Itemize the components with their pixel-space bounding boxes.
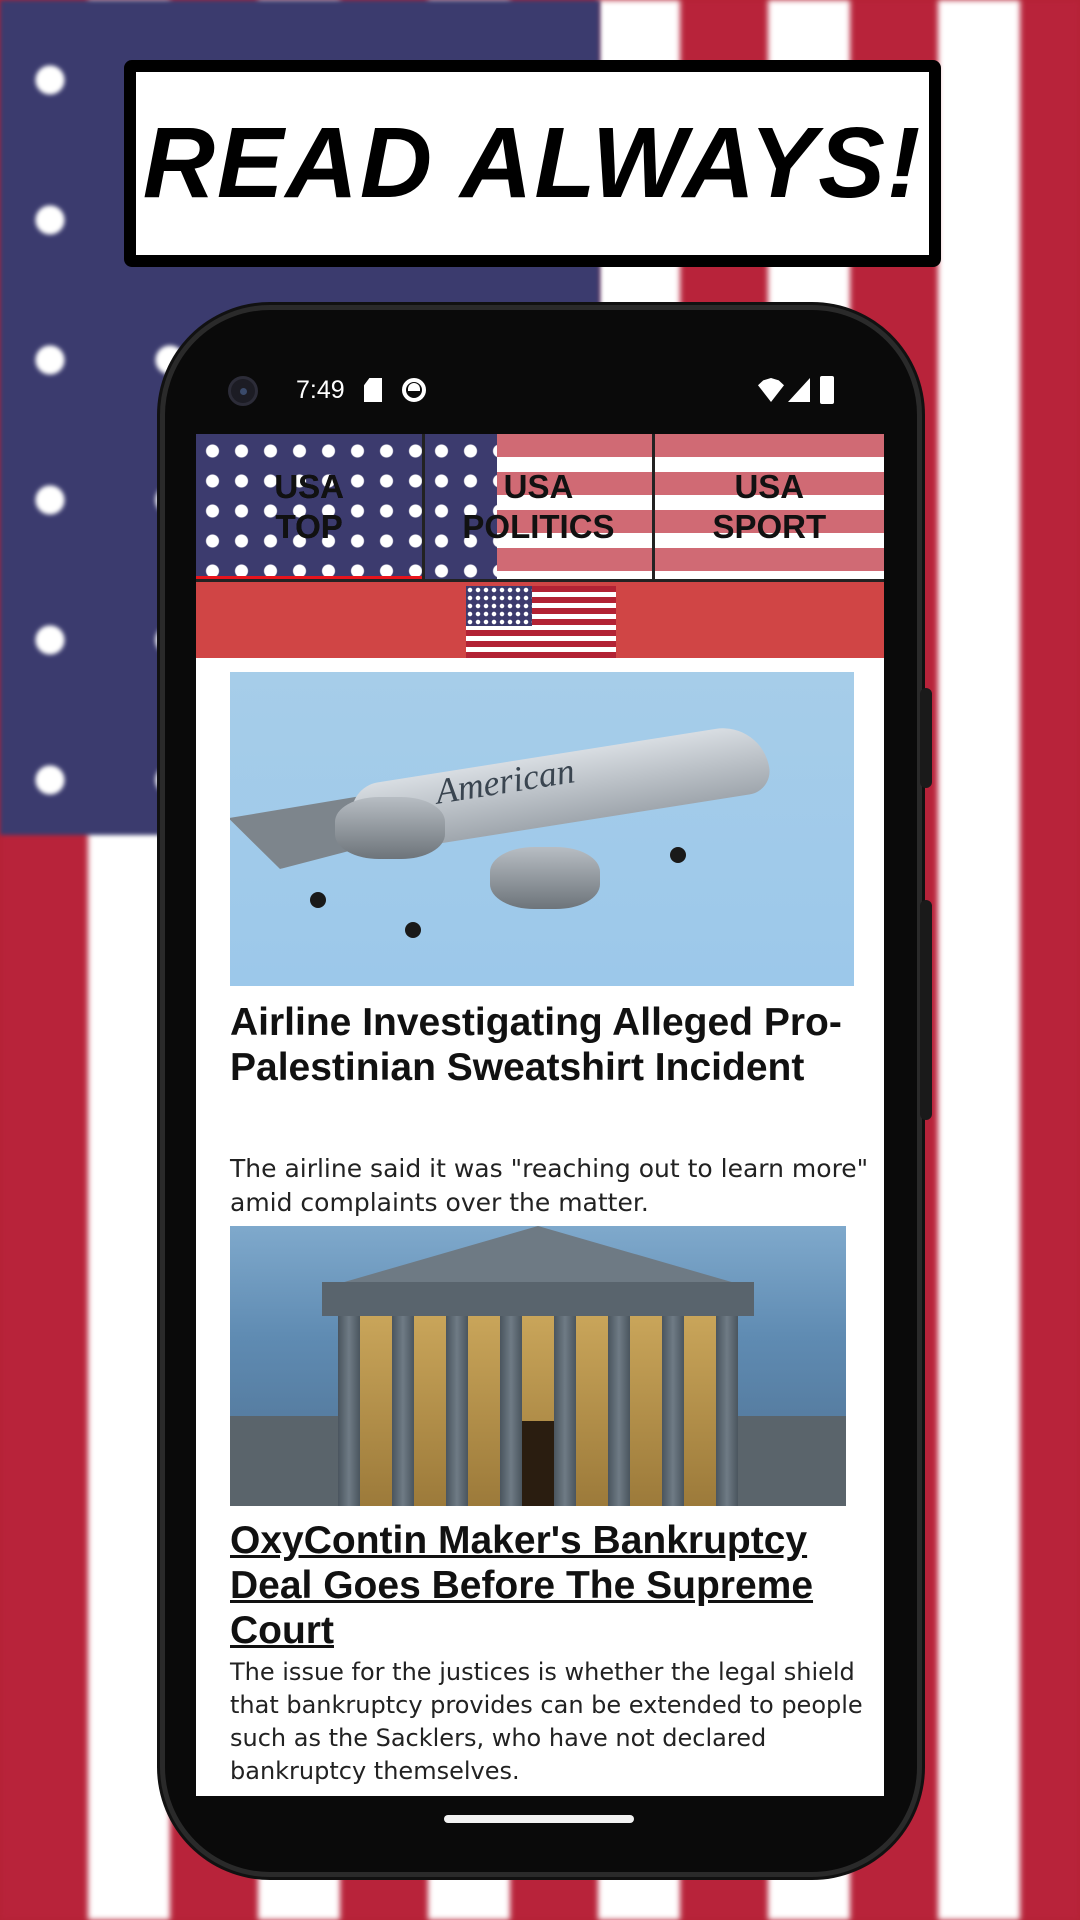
volume-button bbox=[920, 900, 932, 1120]
status-bar bbox=[196, 370, 884, 415]
article-headline[interactable]: Airline Investigating Alleged Pro-Palestinian Sweatshirt Incident bbox=[230, 1001, 842, 1089]
article-headline-link[interactable]: OxyContin Maker's Bankruptcy Deal Goes Before The Supreme Court bbox=[230, 1519, 814, 1652]
category-tabs bbox=[196, 434, 884, 582]
status-time: 7:49 bbox=[296, 376, 345, 404]
wifi-icon bbox=[758, 378, 784, 402]
flag-header-bar bbox=[196, 582, 884, 658]
tab-label: USA SPORT bbox=[712, 467, 827, 545]
sync-icon bbox=[402, 378, 426, 402]
promo-banner bbox=[124, 60, 941, 267]
sd-card-icon bbox=[364, 378, 382, 402]
cell-signal-icon bbox=[788, 378, 810, 402]
tab-usa-top[interactable] bbox=[196, 434, 425, 582]
airline-logo: American bbox=[432, 750, 578, 812]
article-summary: The issue for the justices is whether the legal shield that bankruptcy provides can be extended to people such as the Sacklers, who have not declared bankruptcy themselves. bbox=[230, 1658, 863, 1785]
home-gesture-bar[interactable] bbox=[444, 1815, 634, 1823]
tab-label: USA TOP bbox=[274, 467, 344, 545]
article-image-airplane[interactable] bbox=[230, 672, 854, 986]
app-screen bbox=[196, 434, 884, 1796]
battery-icon bbox=[820, 376, 834, 404]
us-flag-icon bbox=[466, 586, 616, 660]
tab-label: USA POLITICS bbox=[462, 467, 615, 545]
power-button bbox=[920, 688, 932, 788]
article-image-supreme-court[interactable] bbox=[230, 1226, 846, 1506]
tab-usa-politics[interactable] bbox=[425, 434, 654, 582]
promo-headline: READ ALWAYS! bbox=[142, 107, 923, 219]
tab-usa-sport[interactable] bbox=[655, 434, 884, 582]
front-camera bbox=[228, 376, 258, 406]
article-summary: The airline said it was "reaching out to learn more" amid complaints over the matter. bbox=[230, 1154, 869, 1217]
